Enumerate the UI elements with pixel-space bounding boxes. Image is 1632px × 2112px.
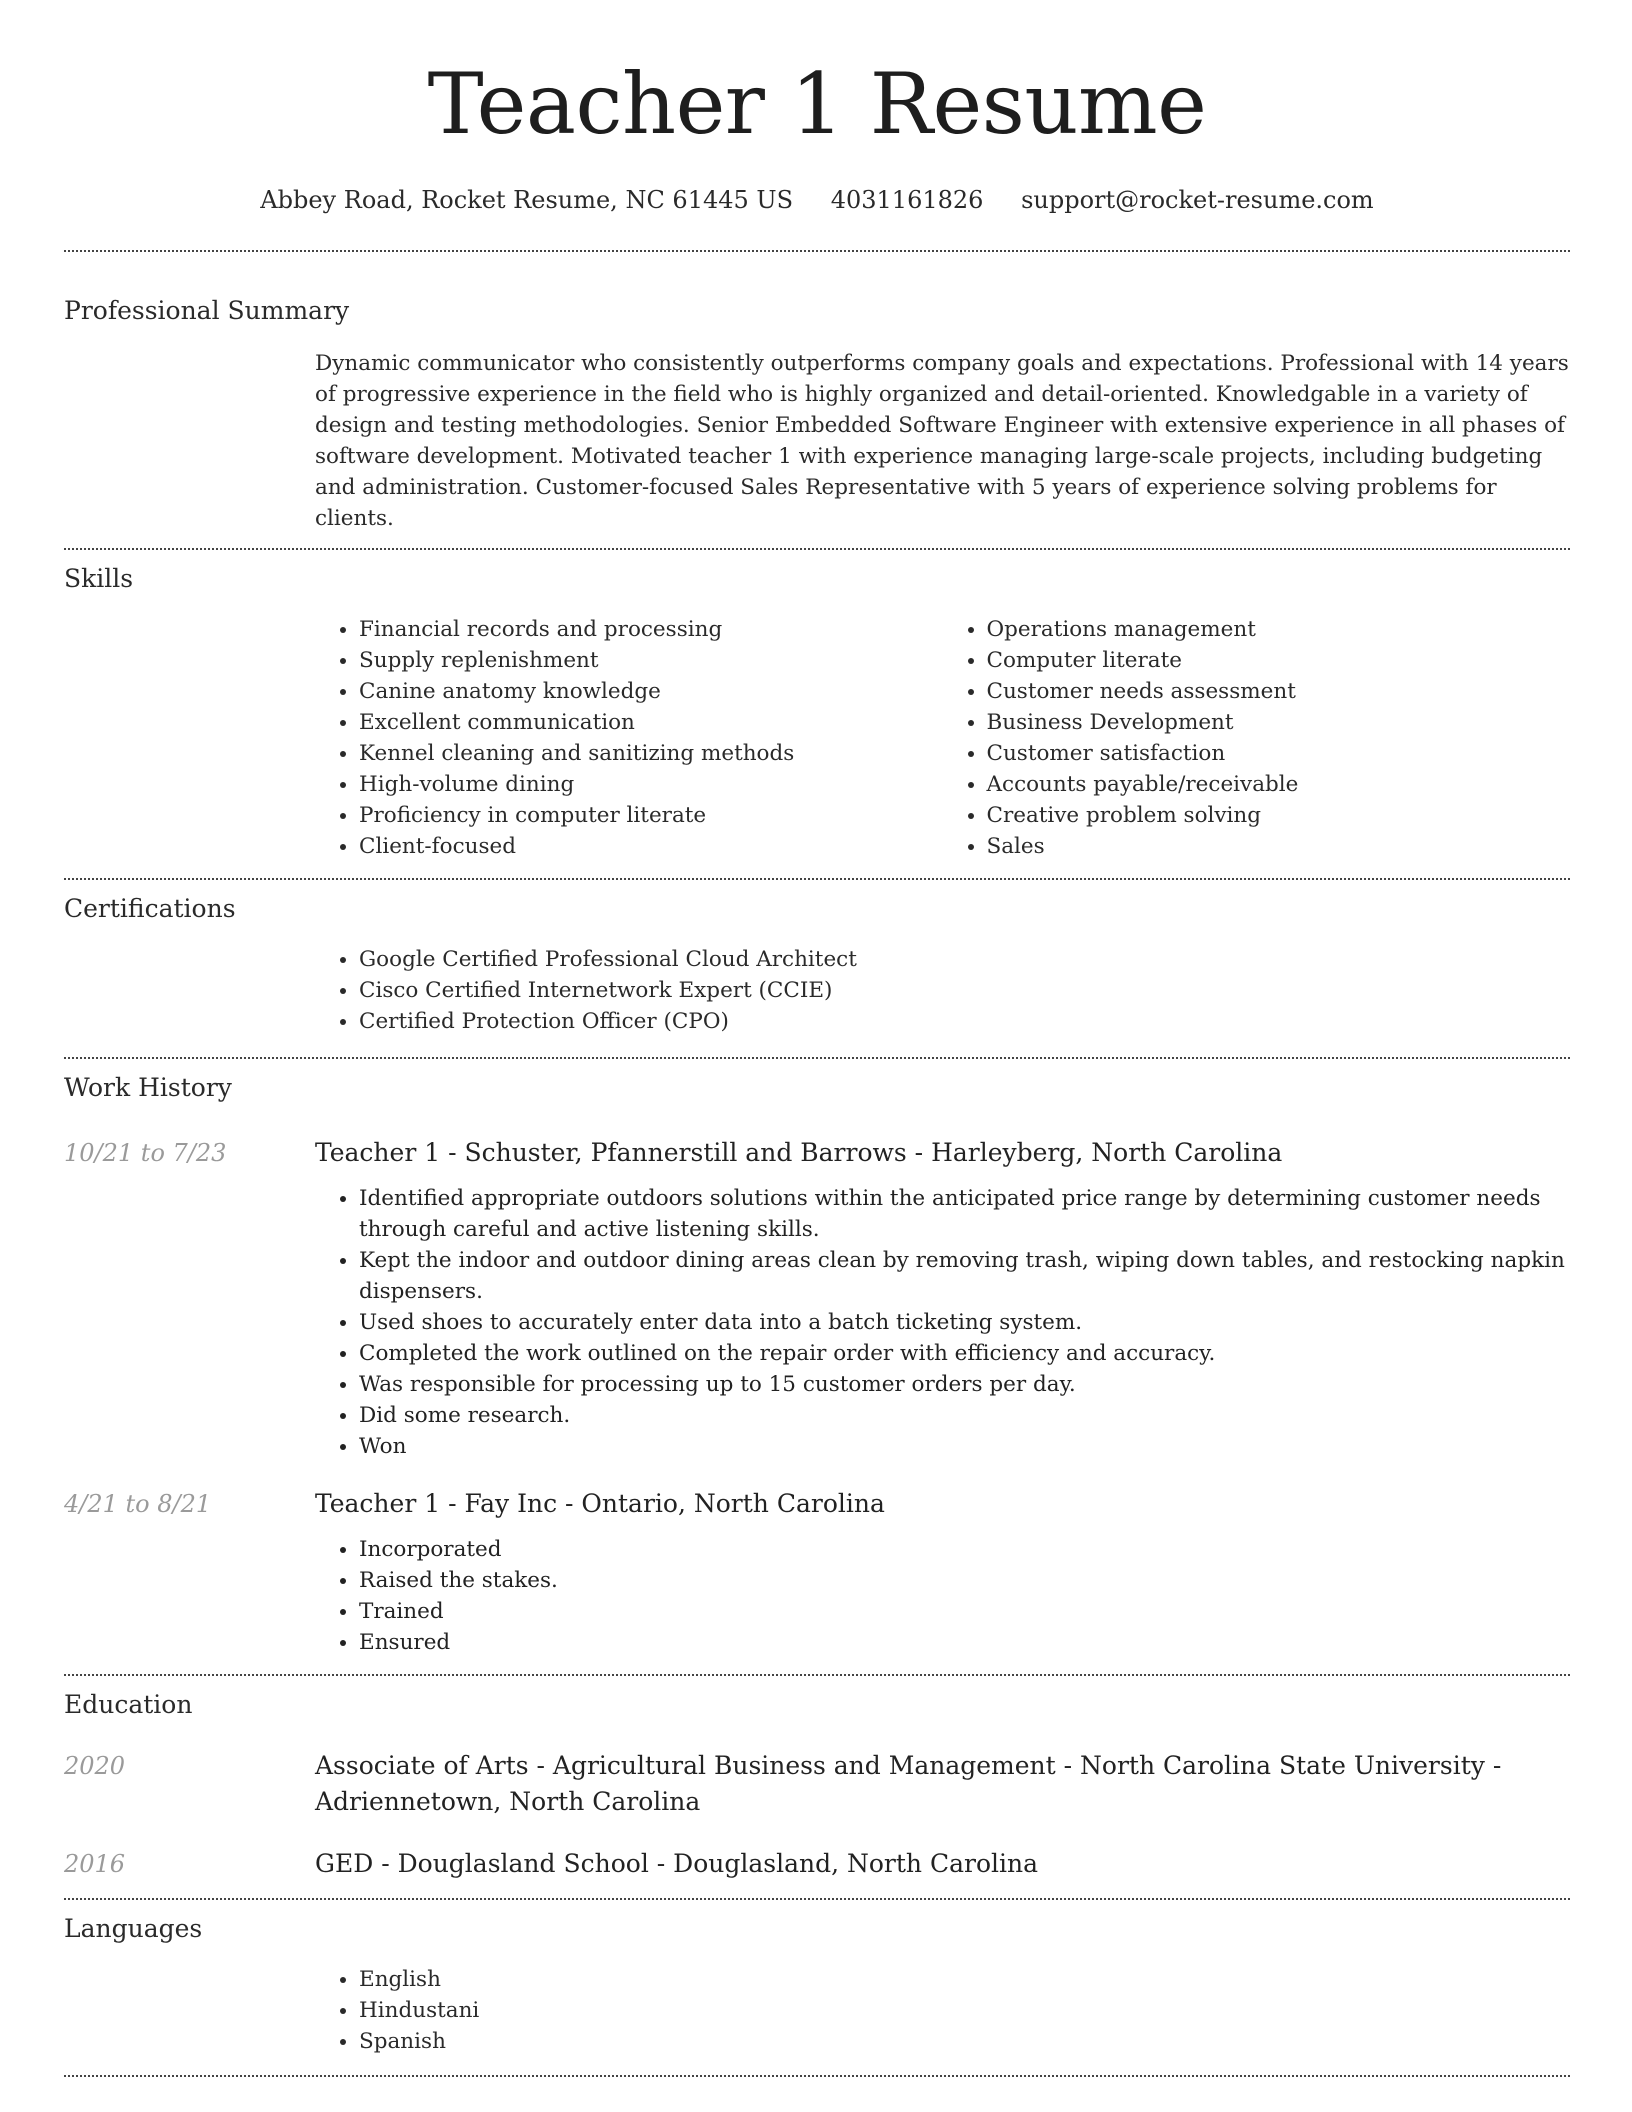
education-entry — [64, 1748, 1570, 1820]
job-bullets — [315, 1534, 1570, 1658]
skill-item: • Financial records and processing — [359, 614, 943, 645]
summary-text: Dynamic communicator who consistently outperforms company goals and expectations. Professional with 14 years of progressive experience in the field who is highly organized and detail-oriented. Knowledgable in a variety of design and testing methodologies. Senior Embedded Software Engineer with extensive experience in all phases of software development. Motivated teacher 1 with experience managing large-scale projects, including budgeting and administration. Customer-focused Sales Representative with 5 years of experience solving problems for clients. — [315, 351, 1569, 531]
languages-list-wrap — [315, 1964, 1570, 2057]
work-history-heading: Work History — [64, 1073, 232, 1102]
job-bullet: • Completed the work outlined on the repair order with efficiency and accuracy. — [359, 1338, 1570, 1369]
skill-item: • Accounts payable/receivable — [987, 769, 1571, 800]
skill-item: • Sales — [987, 831, 1571, 862]
skill-item: • Canine anatomy knowledge — [359, 676, 943, 707]
languages-heading: Languages — [64, 1914, 203, 1943]
certifications-list-wrap — [315, 944, 1570, 1037]
certifications-heading: Certifications — [64, 894, 236, 923]
summary-heading: Professional Summary — [64, 296, 350, 325]
job-dates: 4/21 to 8/21 — [64, 1490, 212, 1518]
work-history-section — [64, 1059, 1570, 1658]
language-item: • English — [359, 1964, 1570, 1995]
certification-item: • Cisco Certified Internetwork Expert (CCIE) — [359, 975, 1570, 1006]
languages-section — [64, 1900, 1570, 2057]
job-bullet: • Incorporated — [359, 1534, 1570, 1565]
skills-heading: Skills — [64, 564, 134, 593]
skill-item: • Supply replenishment — [359, 645, 943, 676]
phone-text: 4031161826 — [830, 186, 984, 214]
job-bullets — [315, 1183, 1570, 1462]
job-bullet: • Kept the indoor and outdoor dining areas clean by removing trash, wiping down tables, and restocking napkin dispensers. — [359, 1245, 1570, 1307]
job-bullet: • Raised the stakes. — [359, 1565, 1570, 1596]
certification-item: • Google Certified Professional Cloud Architect — [359, 944, 1570, 975]
education-heading-text: GED - Douglasland School - Douglasland, North Carolina — [315, 1849, 1038, 1878]
education-section — [64, 1676, 1570, 1882]
education-entry — [64, 1846, 1570, 1882]
contact-line — [64, 184, 1570, 216]
job-details — [315, 1486, 1570, 1658]
skills-section — [64, 550, 1570, 862]
skill-item: • Excellent communication — [359, 707, 943, 738]
skills-grid — [315, 614, 1570, 862]
certifications-section — [64, 880, 1570, 1037]
job-bullet: • Ensured — [359, 1627, 1570, 1658]
address-text: Abbey Road, Rocket Resume, NC 61445 US — [260, 186, 794, 214]
job-bullet: • Did some research. — [359, 1400, 1570, 1431]
job-heading: Teacher 1 - Fay Inc - Ontario, North Carolina — [315, 1489, 885, 1518]
job-entry — [64, 1135, 1570, 1462]
education-details — [315, 1846, 1570, 1882]
skills-right-list — [943, 614, 1571, 862]
job-details — [315, 1135, 1570, 1462]
language-item: • Spanish — [359, 2026, 1570, 2057]
languages-list — [315, 1964, 1570, 2057]
education-year: 2020 — [64, 1752, 126, 1780]
skill-item: • Operations management — [987, 614, 1571, 645]
job-bullet: • Won — [359, 1431, 1570, 1462]
job-bullet: • Used shoes to accurately enter data into a batch ticketing system. — [359, 1307, 1570, 1338]
skills-left-list — [315, 614, 943, 862]
job-entry — [64, 1486, 1570, 1658]
certification-item: • Certified Protection Officer (CPO) — [359, 1006, 1570, 1037]
job-dates: 10/21 to 7/23 — [64, 1139, 227, 1167]
resume-page — [64, 0, 1570, 2077]
job-bullet: • Was responsible for processing up to 15 customer orders per day. — [359, 1369, 1570, 1400]
job-heading: Teacher 1 - Schuster, Pfannerstill and Barrows - Harleyberg, North Carolina — [315, 1138, 1283, 1167]
education-heading-text: Associate of Arts - Agricultural Business and Management - North Carolina State University - Adriennetown, North Carolina — [315, 1751, 1502, 1816]
education-year: 2016 — [64, 1850, 126, 1878]
skill-item: • High-volume dining — [359, 769, 943, 800]
email-text: support@rocket-resume.com — [1021, 186, 1374, 214]
skill-item: • Computer literate — [987, 645, 1571, 676]
education-details — [315, 1748, 1570, 1820]
education-heading: Education — [64, 1690, 193, 1719]
skill-item: • Customer needs assessment — [987, 676, 1571, 707]
certifications-list — [315, 944, 1570, 1037]
job-bullet: • Identified appropriate outdoors solutions within the anticipated price range by determining customer needs through careful and active listening skills. — [359, 1183, 1570, 1245]
language-item: • Hindustani — [359, 1995, 1570, 2026]
skill-item: • Proficiency in computer literate — [359, 800, 943, 831]
skill-item: • Creative problem solving — [987, 800, 1571, 831]
skill-item: • Customer satisfaction — [987, 738, 1571, 769]
resume-title: Teacher 1 Resume — [427, 55, 1207, 153]
skill-item: • Kennel cleaning and sanitizing methods — [359, 738, 943, 769]
job-bullet: • Trained — [359, 1596, 1570, 1627]
skill-item: • Client-focused — [359, 831, 943, 862]
section-divider — [64, 2075, 1570, 2077]
skill-item: • Business Development — [987, 707, 1571, 738]
summary-section — [64, 252, 1570, 534]
